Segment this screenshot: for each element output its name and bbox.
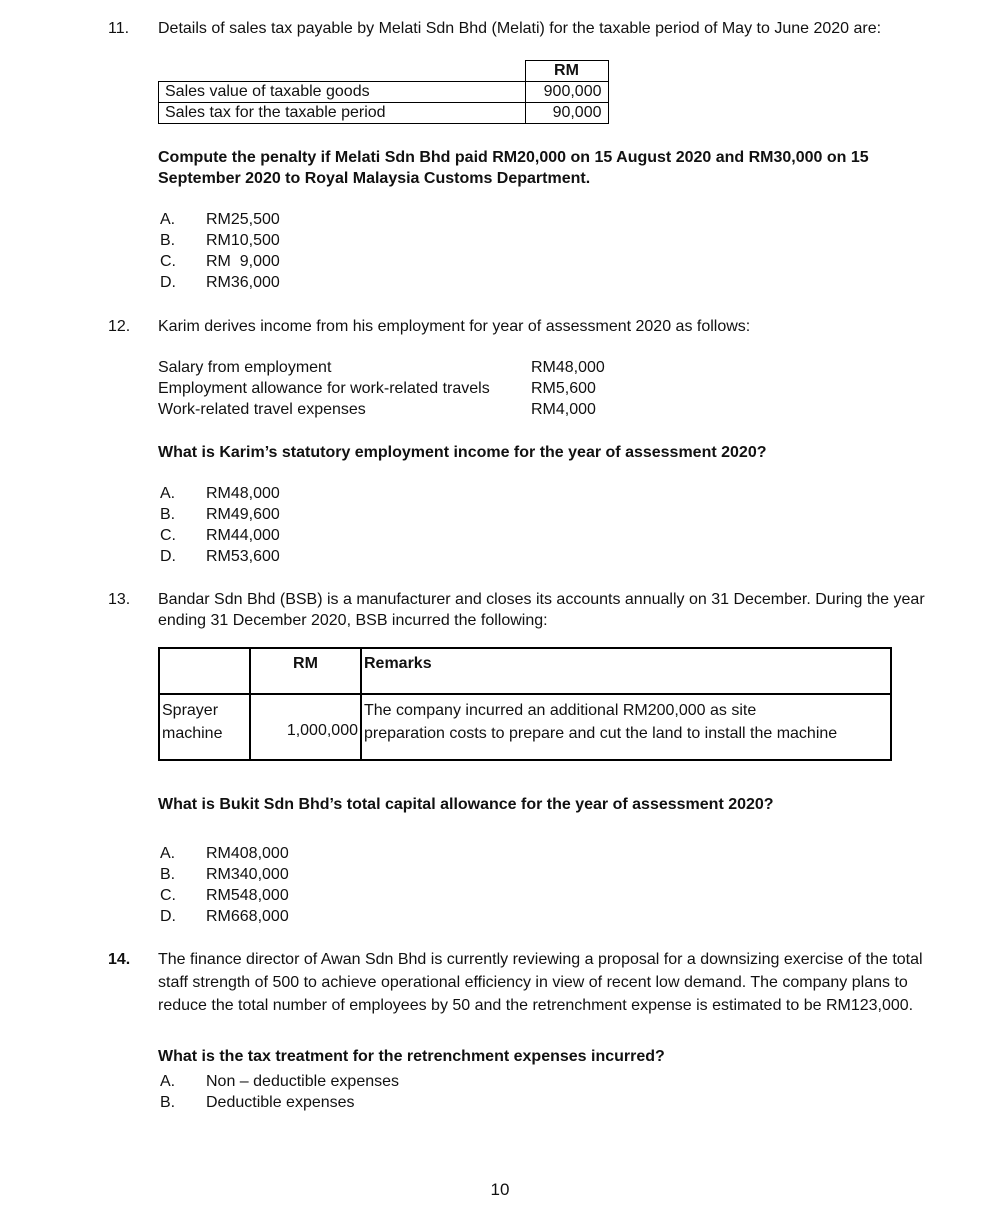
option-text: RM408,000	[206, 845, 289, 862]
option-text: RM44,000	[206, 527, 280, 544]
option-text: RM48,000	[206, 485, 280, 502]
option-letter: C.	[160, 527, 176, 544]
item-label: Work-related travel expenses	[158, 401, 366, 418]
question-text: Bandar Sdn Bhd (BSB) is a manufacturer and closes its accounts annually on 31 December. During the year	[158, 591, 925, 608]
option-letter: B.	[160, 506, 176, 523]
option-letter: A.	[160, 211, 176, 228]
remark-text: The company incurred an additional RM200,000 as site	[364, 702, 757, 719]
option-text: RM 9,000	[206, 253, 280, 270]
question-text: reduce the total number of employees by 50 and the retrenchment expense is estimated to be RM123,000.	[158, 997, 914, 1014]
table-header-remarks: Remarks	[361, 648, 891, 694]
option-text: RM53,600	[206, 548, 280, 565]
item-value: RM48,000	[531, 359, 605, 376]
option-letter: A.	[160, 485, 176, 502]
option-text: RM25,500	[206, 211, 280, 228]
question-prompt: What is Karim’s statutory employment income for the year of assessment 2020?	[158, 444, 767, 461]
item-label: Employment allowance for work-related travels	[158, 380, 490, 397]
question-text: The finance director of Awan Sdn Bhd is currently reviewing a proposal for a downsizing exercise of the total	[158, 951, 923, 968]
question-prompt: Compute the penalty if Melati Sdn Bhd paid RM20,000 on 15 August 2020 and RM30,000 on 15	[158, 149, 869, 166]
option-letter: B.	[160, 866, 176, 883]
item-name: Sprayer	[162, 702, 219, 719]
option-letter: B.	[160, 232, 176, 249]
question-number: 13.	[108, 591, 131, 608]
row-label: Sales tax for the taxable period	[159, 103, 526, 124]
remark-text: preparation costs to prepare and cut the land to install the machine	[364, 725, 838, 742]
option-letter: C.	[160, 253, 176, 270]
option-text: RM668,000	[206, 908, 289, 925]
row-value: 90,000	[525, 103, 608, 124]
table-row	[159, 103, 609, 124]
question-number: 11.	[108, 20, 130, 37]
sales-tax-table	[158, 60, 609, 124]
option-letter: D.	[160, 548, 176, 565]
option-letter: B.	[160, 1094, 176, 1111]
row-label: Sales value of taxable goods	[159, 82, 526, 103]
question-prompt: September 2020 to Royal Malaysia Customs Department.	[158, 170, 591, 187]
question-text: Karim derives income from his employment for year of assessment 2020 as follows:	[158, 318, 751, 335]
item-label: Salary from employment	[158, 359, 332, 376]
question-prompt: What is Bukit Sdn Bhd’s total capital allowance for the year of assessment 2020?	[158, 796, 774, 813]
option-text: RM49,600	[206, 506, 280, 523]
item-name: machine	[162, 725, 223, 742]
option-text: RM10,500	[206, 232, 280, 249]
question-text: Details of sales tax payable by Melati Sdn Bhd (Melati) for the taxable period of May to June 2020 are:	[158, 20, 882, 37]
question-text: staff strength of 500 to achieve operational efficiency in view of recent low demand. The company plans to	[158, 974, 908, 991]
option-text: RM36,000	[206, 274, 280, 291]
option-text: RM340,000	[206, 866, 289, 883]
option-text: Deductible expenses	[206, 1094, 355, 1111]
option-letter: C.	[160, 887, 176, 904]
option-text: Non – deductible expenses	[206, 1073, 400, 1090]
item-value: RM4,000	[531, 401, 596, 418]
option-letter: D.	[160, 908, 176, 925]
option-letter: D.	[160, 274, 176, 291]
option-letter: A.	[160, 1073, 176, 1090]
question-number: 14.	[108, 951, 131, 968]
question-prompt: What is the tax treatment for the retrenchment expenses incurred?	[158, 1048, 665, 1065]
table-row	[159, 82, 609, 103]
capital-expenditure-table	[158, 647, 892, 761]
option-letter: A.	[160, 845, 176, 862]
table-row	[159, 694, 891, 760]
item-value: RM5,600	[531, 380, 596, 397]
option-text: RM548,000	[206, 887, 289, 904]
page-number: 10	[490, 1180, 510, 1199]
question-text: ending 31 December 2020, BSB incurred the following:	[158, 612, 548, 629]
item-amount: 1,000,000	[250, 694, 361, 760]
row-value: 900,000	[525, 82, 608, 103]
table-header-rm: RM	[525, 61, 608, 82]
question-number: 12.	[108, 318, 131, 335]
table-header-rm: RM	[250, 648, 361, 694]
